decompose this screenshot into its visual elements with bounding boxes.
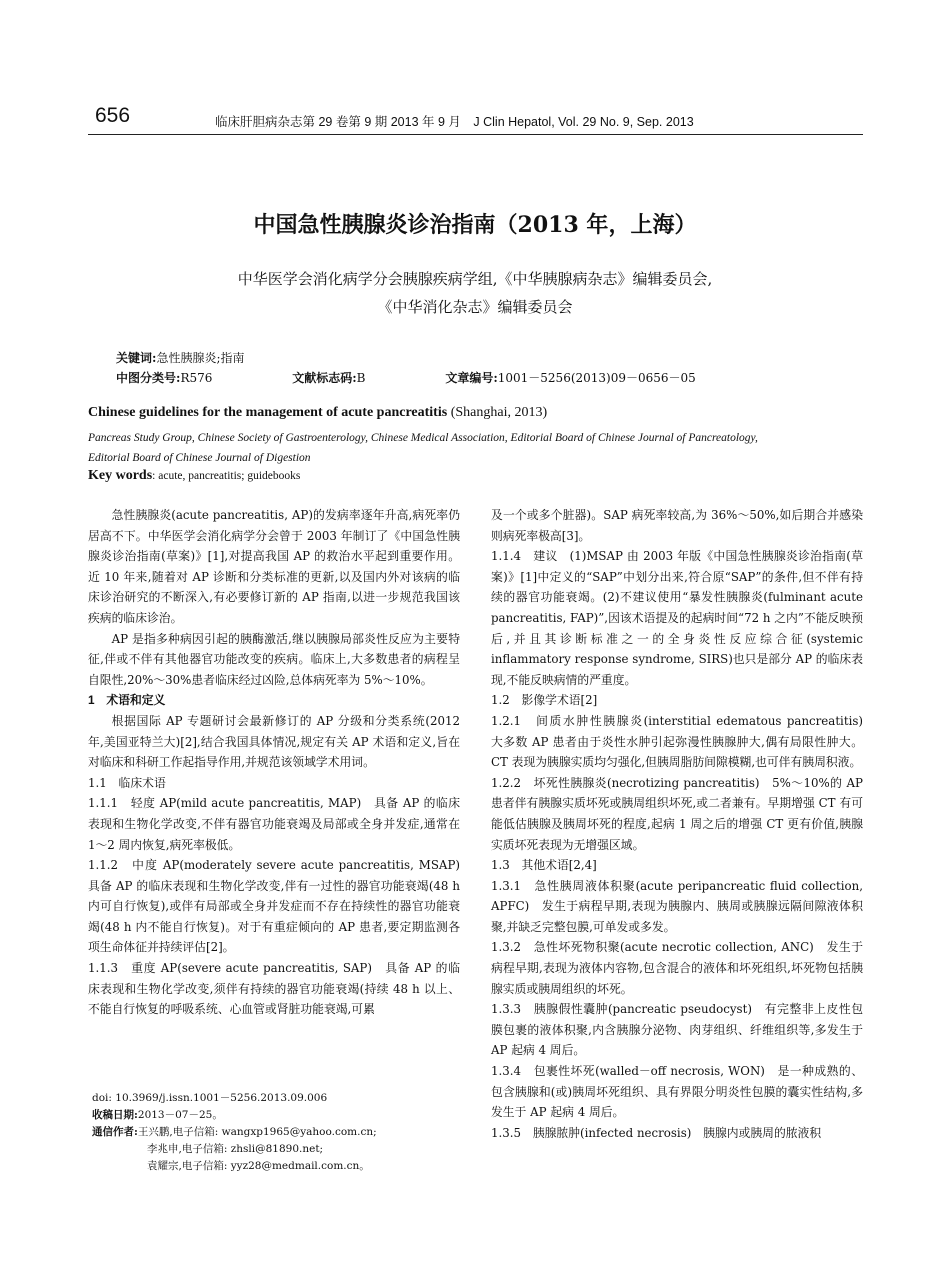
page-number: 656 [95,104,131,127]
received-date: 收稿日期:2013－07－25。 [92,1109,223,1121]
paragraph: 急性胰腺炎(acute pancreatitis, AP)的发病率逐年升高,病死率仍居高不下。中华医学会消化病学分会曾于 2003 年制订了《中国急性胰腺炎诊治指南(草案)》[1],对提高我国 AP 的救治水平起到重要作用。近 10 年来,随着对 AP 诊断和分类标准的更新,以及国内外对该病的临床诊治研究的不断深入,有必要修订新的 AP 指南,以进一步规范我国该疾病的临床诊治。 [88,508,460,625]
article-number: 文章编号:1001－5256(2013)09－0656－05 [445,371,696,385]
body-right-column [491,505,875,1143]
paragraph: 1.3.5 胰腺脓肿(infected necrosis) 胰腺内或胰周的脓液积 [491,1125,822,1140]
paragraph: 1.1.4 建议 (1)MSAP 由 2003 年版《中国急性胰腺炎诊治指南(草案)》[1]中定义的“SAP”中划分出来,符合原“SAP”的条件,但不伴有持续的器官功能衰竭。(2)不建议使用“暴发性胰腺炎(fulminant acute pancreatitis, FAP)”,因该术语提及的起病时间“72 h 之内”不能反映预后,并且其诊断标准之一的全身炎性反应综合征(systemic inflammatory response syndrome, SIRS)也只是部分 AP 的临床表现,不能反映病情的严重度。 [491,549,863,687]
paragraph: AP 是指多种病因引起的胰酶激活,继以胰腺局部炎性反应为主要特征,伴或不伴有其他器官功能改变的疾病。临床上,大多数患者的病程呈自限性,20%～30%患者临床经过凶险,总体病死率为 5%～10%。 [88,631,460,687]
paragraph: 1.1.3 重度 AP(severe acute pancreatitis, SAP) 具备 AP 的临床表现和生物化学改变,须伴有持续的器官功能衰竭(持续 48 h 以上、不能自行恢复的呼吸系统、心血管或肾脏功能衰竭,可累 [88,961,460,1017]
paragraph: 1.1.1 轻度 AP(mild acute pancreatitis, MAP) 具备 AP 的临床表现和生物化学改变,不伴有器官功能衰竭及局部或全身并发症,通常在 1～2 周内恢复,病死率极低。 [88,796,460,852]
keywords-label: 关键词: [116,351,157,365]
authors-line-2: 《中华消化杂志》编辑委员会 [377,298,573,316]
article-title: 中国急性胰腺炎诊治指南（2013 年，上海） [253,212,697,238]
paragraph: 1.2.2 坏死性胰腺炎(necrotizing pancreatitis) 5%～10%的 AP 患者伴有胰腺实质坏死或胰周组织坏死,或二者兼有。早期增强 CT 有可能低估胰腺及胰周坏死的程度,起病 1 周之后的增强 CT 更有价值,胰腺实质坏死表现为无增强区域。 [491,775,863,852]
article-authors [0,265,950,321]
clc-code: 中图分类号:R576 [116,371,213,385]
body-left-column [88,505,472,1020]
paragraph: 1.3.3 胰腺假性囊肿(pancreatic pseudocyst) 有完整非上皮性包膜包裹的液体积聚,内含胰腺分泌物、肉芽组织、纤维组织等,多发生于 AP 起病 4 周后。 [491,1002,863,1058]
corresponding-author: 袁耀宗,电子信箱: yyz28@medmail.com.cn。 [147,1160,370,1172]
doc-code: 文献标志码:B [292,371,366,385]
subsection-heading: 1.2 影像学术语[2] [491,693,598,708]
english-title: Chinese guidelines for the management of acute pancreatitis (Shanghai, 2013) [88,405,548,420]
english-title-location: (Shanghai, 2013) [450,405,548,420]
authors-line-1: 中华医学会消化病学分会胰腺疾病学组,《中华胰腺病杂志》编辑委员会, [237,270,713,288]
english-keywords: Key words: acute, pancreatitis; guidebooks [88,468,301,483]
paragraph: 1.2.1 间质水肿性胰腺炎(interstitial edematous pancreatitis) 大多数 AP 患者由于炎性水肿引起弥漫性胰腺肿大,偶有局限性肿大。CT 表现为胰腺实质均匀强化,但胰周脂肪间隙模糊,也可伴有胰周积液。 [491,713,875,770]
header-rule [88,134,863,135]
paragraph: 及一个或多个脏器)。SAP 病死率较高,为 36%～50%,如后期合并感染则病死率极高[3]。 [491,508,863,543]
keywords [116,348,244,369]
paragraph: 1.3.1 急性胰周液体积聚(acute peripancreatic fluid collection, APFC) 发生于病程早期,表现为胰腺内、胰周或胰腺远隔间隙液体积聚,并缺乏完整包膜,可单发或多发。 [491,878,863,934]
english-authors: Pancreas Study Group, Chinese Society of Gastroenterology, Chinese Medical Association, Editorial Board of Chinese Journal of Pancreatology, Editorial Board of Chinese Journal of Digestion [88,432,758,464]
subsection-heading: 1.3 其他术语[2,4] [491,858,597,873]
paragraph: 1.3.4 包裹性坏死(walled－off necrosis, WON) 是一种成熟的、包含胰腺和(或)胰周坏死组织、具有界限分明炎性包膜的囊实性结构,多发生于 AP 起病 4 周后。 [491,1064,863,1120]
paragraph: 1.1.2 中度 AP(moderately severe acute pancreatitis, MSAP) 具备 AP 的临床表现和生物化学改变,伴有一过性的器官功能衰竭(48 h 内可自行恢复),或伴有局部或全身并发症而不存在持续性的器官功能衰竭(48 h 内不能自行恢复)。对于有重症倾向的 AP 患者,要定期监测各项生命体征并持续评估[2]。 [88,858,472,955]
journal-header: 临床肝胆病杂志第 29 卷第 9 期 2013 年 9 月 J Clin Hepatol, Vol. 29 No. 9, Sep. 2013 [215,115,694,129]
corresponding-author: 李兆申,电子信箱: zhsli@81890.net; [147,1143,324,1155]
paragraph: 1.3.2 急性坏死物积聚(acute necrotic collection, ANC) 发生于病程早期,表现为液体内容物,包含混合的液体和坏死组织,坏死物包括胰腺实质或胰周组织的坏死。 [491,940,863,996]
subsection-heading: 1.1 临床术语 [88,775,166,790]
classification-meta [116,369,772,386]
footnote [92,1090,377,1175]
doi: doi: 10.3969/j.issn.1001－5256.2013.09.006 [92,1092,328,1104]
keywords-value: 急性胰腺炎;指南 [156,351,245,365]
corresponding-author: 通信作者:王兴鹏,电子信箱: wangxp1965@yahoo.com.cn; [92,1126,377,1138]
section-heading: 1 术语和定义 [88,693,166,708]
paragraph: 根据国际 AP 专题研讨会最新修订的 AP 分级和分类系统(2012 年,美国亚特兰大)[2],结合我国具体情况,规定有关 AP 术语和定义,旨在对临床和科研工作起指导作用,并规范该领域学术用词。 [88,713,460,770]
